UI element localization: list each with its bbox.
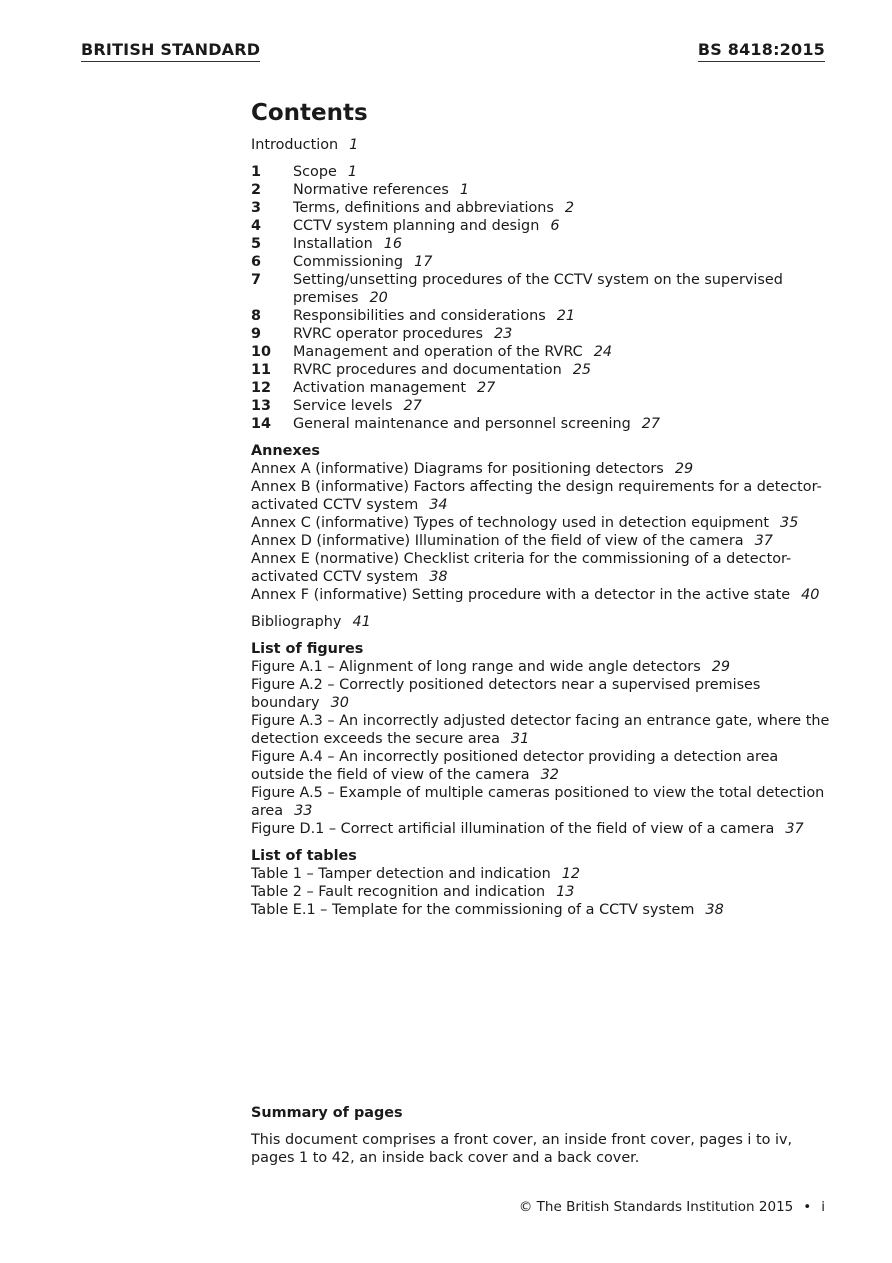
toc-clause-title: General maintenance and personnel screening [293, 416, 631, 432]
toc-page-number: 1 [347, 164, 357, 180]
toc-clause-title-wrap [293, 235, 831, 253]
toc-page-number: 27 [477, 380, 496, 396]
toc-introduction-label: Introduction [251, 137, 339, 153]
toc-annex-item-title: Annex A (informative) Diagrams for positioning detectors [251, 461, 664, 477]
table-list [251, 865, 831, 919]
toc-clause-title: Activation management [293, 380, 467, 396]
toc-page-number: 29 [711, 659, 731, 675]
toc-clause-number: 10 [251, 344, 272, 360]
toc-figure-item-title: Figure A.5 – Example of multiple cameras positioned to view the total detection area [251, 785, 825, 819]
figures-heading: List of figures [251, 641, 364, 657]
toc-bibliography-label: Bibliography [251, 614, 342, 630]
toc-clause-item[interactable] [251, 235, 831, 253]
toc-page-number: 21 [556, 308, 576, 324]
toc-page-number: 23 [493, 326, 513, 342]
toc-clause-title-wrap [293, 199, 831, 217]
toc-page-number: 34 [429, 497, 448, 513]
toc-tables [251, 847, 831, 919]
toc-figure-item[interactable] [251, 748, 831, 784]
toc-page-number: 38 [705, 902, 724, 918]
toc-figure-item-title: Figure D.1 – Correct artificial illumination of the field of view of a camera [251, 821, 775, 837]
toc-clause-title-wrap [293, 325, 831, 343]
toc-annex-item-title: Annex B (informative) Factors affecting the design requirements for a detector-activated CCTV system [251, 479, 822, 513]
toc-clause-item[interactable] [251, 181, 831, 199]
toc-clause-item[interactable] [251, 199, 831, 217]
toc-clause-title: Management and operation of the RVRC [293, 344, 583, 360]
tables-heading: List of tables [251, 848, 357, 864]
toc-page-number: 1 [459, 182, 470, 198]
toc-clause-item[interactable] [251, 271, 831, 307]
footer-bullet: • [803, 1199, 812, 1215]
summary-text: This document comprises a front cover, an inside front cover, pages i to iv, pages 1 to 42, an inside back cover and a back cover. [251, 1132, 793, 1166]
toc-clause-number: 14 [251, 416, 272, 432]
toc-figure-item[interactable] [251, 658, 831, 676]
footer-page-number: i [821, 1199, 825, 1215]
toc-table-item-title: Table E.1 – Template for the commissioning of a CCTV system [251, 902, 695, 918]
toc-figure-item[interactable] [251, 676, 831, 712]
toc-clause-title-wrap [293, 163, 831, 181]
toc-figure-item[interactable] [251, 784, 831, 820]
toc-annex-item-title: Annex C (informative) Types of technology used in detection equipment [251, 515, 770, 531]
toc-figure-item-title: Figure A.3 – An incorrectly adjusted detector facing an entrance gate, where the detection exceeds the secure area [251, 713, 830, 747]
toc-clause-item[interactable] [251, 361, 831, 379]
toc-clause-title: RVRC operator procedures [293, 326, 483, 342]
summary-heading: Summary of pages [251, 1105, 403, 1121]
toc-clause-number: 6 [251, 254, 262, 270]
toc-clause-title: Service levels [293, 398, 393, 414]
contents-section [251, 98, 831, 919]
toc-clause-item[interactable] [251, 325, 831, 343]
toc-page-number: 25 [572, 362, 591, 378]
toc-clause-item[interactable] [251, 163, 831, 181]
toc-clause-item[interactable] [251, 253, 831, 271]
toc-table-item-title: Table 2 – Fault recognition and indication [251, 884, 546, 900]
toc-annex-item[interactable] [251, 478, 831, 514]
toc-clause-number: 8 [251, 308, 262, 324]
header-standard-label: BRITISH STANDARD [81, 40, 260, 62]
toc-clause-item[interactable] [251, 307, 831, 325]
toc-clause-item[interactable] [251, 415, 831, 433]
toc-table-item[interactable] [251, 901, 831, 919]
toc-annex-item[interactable] [251, 514, 831, 532]
toc-clause-title-wrap [293, 361, 831, 379]
toc-clause-title-wrap [293, 271, 831, 307]
toc-clause-item[interactable] [251, 379, 831, 397]
toc-page-number: 35 [780, 515, 799, 531]
toc-page-number: 37 [785, 821, 804, 837]
toc-figure-item-title: Figure A.2 – Correctly positioned detectors near a supervised premises boundary [251, 677, 761, 711]
toc-clause-title-wrap [293, 397, 831, 415]
toc-page-number: 12 [561, 866, 581, 882]
toc-page-number: 40 [801, 587, 820, 603]
toc-table-item[interactable] [251, 883, 831, 901]
toc-page-number: 37 [754, 533, 773, 549]
header-document-number: BS 8418:2015 [698, 40, 825, 62]
toc-annex-item-title: Annex E (normative) Checklist criteria for the commissioning of a detector-activated CCTV system [251, 551, 792, 585]
toc-annex-item[interactable] [251, 532, 831, 550]
toc-page-number: 13 [556, 884, 575, 900]
toc-clause-title: CCTV system planning and design [293, 218, 540, 234]
toc-clause-number: 4 [251, 218, 262, 234]
toc-clause-title: Scope [293, 164, 337, 180]
toc-table-item[interactable] [251, 865, 831, 883]
toc-page-number: 2 [564, 200, 575, 216]
toc-clause-number: 3 [251, 200, 262, 216]
toc-clause-title-wrap [293, 343, 831, 361]
toc-figures [251, 640, 831, 838]
toc-clause-title-wrap [293, 181, 831, 199]
page-footer [519, 1199, 825, 1215]
toc-clause-number: 7 [251, 272, 262, 288]
toc-page-number: 31 [510, 731, 530, 747]
toc-figure-item-title: Figure A.4 – An incorrectly positioned detector providing a detection area outside the field of view of the camera [251, 749, 779, 783]
toc-bibliography[interactable] [251, 613, 831, 631]
toc-clause-title: Installation [293, 236, 373, 252]
toc-clause-number: 5 [251, 236, 262, 252]
toc-clause-title-wrap [293, 217, 831, 235]
toc-clause-list [251, 163, 831, 433]
toc-clause-title-wrap [293, 307, 831, 325]
toc-page-number: 20 [369, 290, 388, 306]
toc-figure-item[interactable] [251, 712, 831, 748]
toc-page-number: 1 [349, 137, 359, 153]
figure-list [251, 658, 831, 838]
toc-page-number: 38 [429, 569, 448, 585]
annexes-heading: Annexes [251, 443, 320, 459]
toc-annex-item[interactable] [251, 586, 831, 604]
toc-page-number: 29 [674, 461, 694, 477]
contents-title: Contents [251, 100, 368, 126]
toc-clause-number: 9 [251, 326, 262, 342]
toc-clause-number: 1 [251, 164, 262, 180]
toc-clause-title: Terms, definitions and abbreviations [293, 200, 554, 216]
toc-clause-number: 2 [251, 182, 262, 198]
toc-page-number: 30 [330, 695, 349, 711]
toc-page-number: 41 [352, 614, 371, 630]
toc-annex-item[interactable] [251, 460, 831, 478]
toc-page-number: 33 [294, 803, 313, 819]
toc-clause-title: Setting/unsetting procedures of the CCTV system on the supervised premises [293, 272, 783, 306]
toc-clause-item[interactable] [251, 397, 831, 415]
toc-annexes [251, 442, 831, 604]
toc-page-number: 27 [403, 398, 422, 414]
toc-annex-item[interactable] [251, 550, 831, 586]
toc-clause-title-wrap [293, 415, 831, 433]
toc-annex-item-title: Annex F (informative) Setting procedure with a detector in the active state [251, 587, 791, 603]
toc-figure-item[interactable] [251, 820, 831, 838]
annex-list [251, 460, 831, 604]
toc-clause-title: Commissioning [293, 254, 404, 270]
toc-clause-title-wrap [293, 379, 831, 397]
toc-clause-item[interactable] [251, 343, 831, 361]
toc-page-number: 27 [641, 416, 661, 432]
toc-clause-title: RVRC procedures and documentation [293, 362, 562, 378]
summary-of-pages [251, 1104, 831, 1167]
toc-annex-item-title: Annex D (informative) Illumination of the field of view of the camera [251, 533, 744, 549]
toc-introduction[interactable] [251, 136, 831, 154]
toc-clause-number: 13 [251, 398, 272, 414]
toc-clause-title: Responsibilities and considerations [293, 308, 546, 324]
toc-clause-title: Normative references [293, 182, 449, 198]
toc-clause-item[interactable] [251, 217, 831, 235]
footer-copyright: © The British Standards Institution 2015 [518, 1199, 794, 1215]
toc-clause-number: 11 [251, 362, 272, 378]
toc-page-number: 24 [593, 344, 613, 360]
toc-page-number: 17 [414, 254, 433, 270]
toc-figure-item-title: Figure A.1 – Alignment of long range and wide angle detectors [251, 659, 701, 675]
toc-page-number: 32 [540, 767, 559, 783]
toc-page-number: 6 [550, 218, 560, 234]
toc-clause-title-wrap [293, 253, 831, 271]
toc-table-item-title: Table 1 – Tamper detection and indication [251, 866, 551, 882]
toc-clause-number: 12 [251, 380, 272, 396]
toc-page-number: 16 [383, 236, 403, 252]
